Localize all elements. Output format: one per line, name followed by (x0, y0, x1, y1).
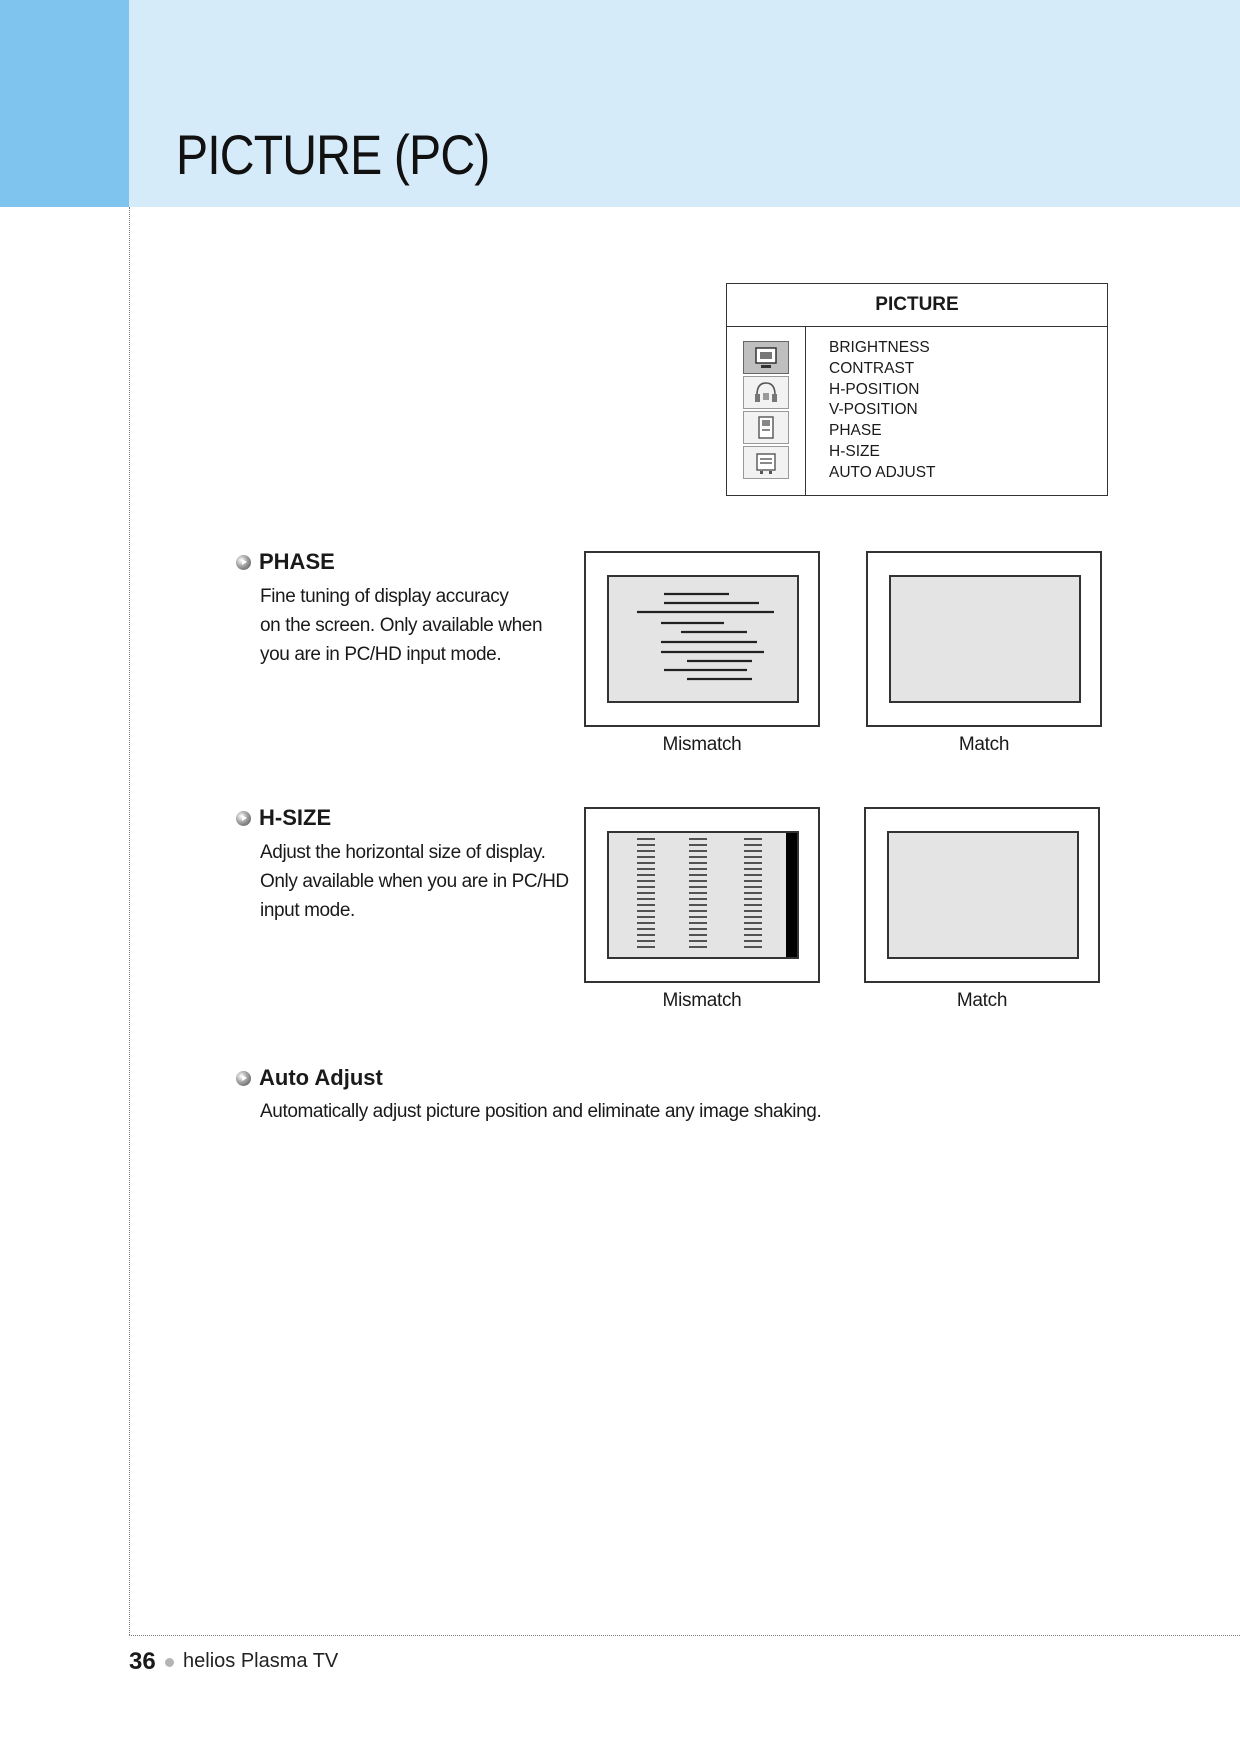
page-number: 36 (129, 1648, 156, 1675)
osd-menu-header: PICTURE (727, 284, 1107, 327)
osd-menu-items (829, 338, 936, 484)
bullet-icon (236, 811, 251, 826)
phase-match-screen (889, 575, 1081, 703)
setup-icon (743, 446, 789, 479)
auto-adjust-heading (236, 1065, 383, 1091)
phase-title: PHASE (259, 549, 335, 574)
menu-item-h-size: H-SIZE (829, 442, 880, 460)
footer-dot (165, 1658, 174, 1667)
phase-line-2: on the screen. Only available when (260, 615, 543, 636)
auto-adjust-title: Auto Adjust (259, 1065, 383, 1090)
footer-product-name: helios Plasma TV (183, 1650, 339, 1672)
menu-item-auto-adjust: AUTO ADJUST (829, 463, 936, 481)
phase-match-illustration (866, 551, 1102, 727)
timer-icon (743, 411, 789, 444)
audio-icon (743, 376, 789, 409)
hsize-mismatch-illustration (584, 807, 820, 983)
phase-heading (236, 549, 335, 575)
picture-icon (743, 341, 789, 374)
auto-adjust-description (260, 1097, 821, 1126)
menu-item-h-position: H-POSITION (829, 380, 920, 398)
bullet-icon (236, 555, 251, 570)
hsize-mismatch-caption: Mismatch (662, 990, 742, 1011)
bullet-icon (236, 1071, 251, 1086)
hsize-heading (236, 805, 331, 831)
auto-adjust-line-1: Automatically adjust picture position and eliminate any image shaking. (260, 1101, 822, 1122)
menu-item-v-position: V-POSITION (829, 401, 918, 419)
osd-menu-icon-column (727, 326, 806, 495)
phase-line-3: you are in PC/HD input mode. (260, 644, 502, 665)
left-dotted-rule (129, 207, 130, 1635)
hsize-line-3: input mode. (260, 900, 355, 921)
hsize-match-screen (887, 831, 1079, 959)
menu-item-contrast: CONTRAST (829, 359, 915, 377)
hsize-description (260, 838, 569, 925)
menu-item-phase: PHASE (829, 422, 882, 440)
page-title: PICTURE (PC) (176, 123, 490, 186)
phase-mismatch-screen (607, 575, 799, 703)
phase-mismatch-caption: Mismatch (662, 734, 742, 755)
hsize-title: H-SIZE (259, 805, 332, 830)
bottom-dotted-rule (129, 1635, 1240, 1636)
phase-mismatch-illustration (584, 551, 820, 727)
hsize-line-1: Adjust the horizontal size of display. (260, 842, 546, 863)
hsize-mismatch-screen (607, 831, 799, 959)
hsize-line-2: Only available when you are in PC/HD (260, 871, 569, 892)
menu-item-brightness: BRIGHTNESS (829, 339, 930, 356)
osd-menu-panel (726, 283, 1108, 496)
header-tab (0, 0, 129, 207)
hsize-match-illustration (864, 807, 1100, 983)
phase-description (260, 582, 542, 669)
phase-line-1: Fine tuning of display accuracy (260, 586, 509, 607)
hsize-match-caption: Match (956, 990, 1008, 1011)
phase-match-caption: Match (958, 734, 1010, 755)
